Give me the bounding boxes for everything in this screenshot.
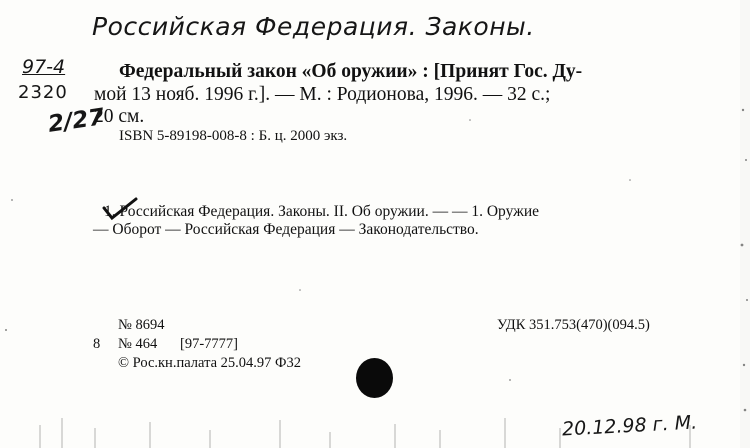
handwritten-heading: Российская Федерация. Законы. — [92, 12, 535, 41]
check-mark-icon — [100, 196, 140, 222]
footer-number2: № 464 — [118, 336, 158, 352]
punch-hole — [356, 358, 393, 398]
main-entry-line2: мой 13 нояб. 1996 г.]. — М. : Родионова, 1996. — 32 с.; — [94, 84, 551, 105]
footer-number1: № 8694 — [118, 317, 165, 333]
footer-imprint: © Рос.кн.палата 25.04.97 Ф32 — [118, 355, 301, 371]
footer-row-prefix: 8 — [93, 336, 101, 352]
tracings-line1: 1. Российская Федерация. Законы. II. Об оружии. — — 1. Оружие — [104, 203, 539, 220]
main-entry-line1: Федеральный закон «Об оружии» : [Принят Гос. Ду- — [119, 61, 583, 82]
udk-code: УДК 351.753(470)(094.5) — [497, 317, 650, 333]
call-number-line1: 97-4 — [22, 56, 66, 78]
tracings-line2: — Оборот — Российская Федерация — Законодательство. — [93, 221, 479, 238]
main-entry-line3: 20 см. — [94, 106, 145, 127]
footer-number2-code: [97-7777] — [180, 336, 238, 352]
call-number-line2: 2320 — [18, 82, 68, 103]
handwritten-footer: 20.12.98 г. М. — [561, 411, 698, 441]
isbn-line: ISBN 5-89198-008-8 : Б. ц. 2000 экз. — [119, 128, 348, 144]
call-number-mark: 2/27 — [46, 104, 106, 138]
